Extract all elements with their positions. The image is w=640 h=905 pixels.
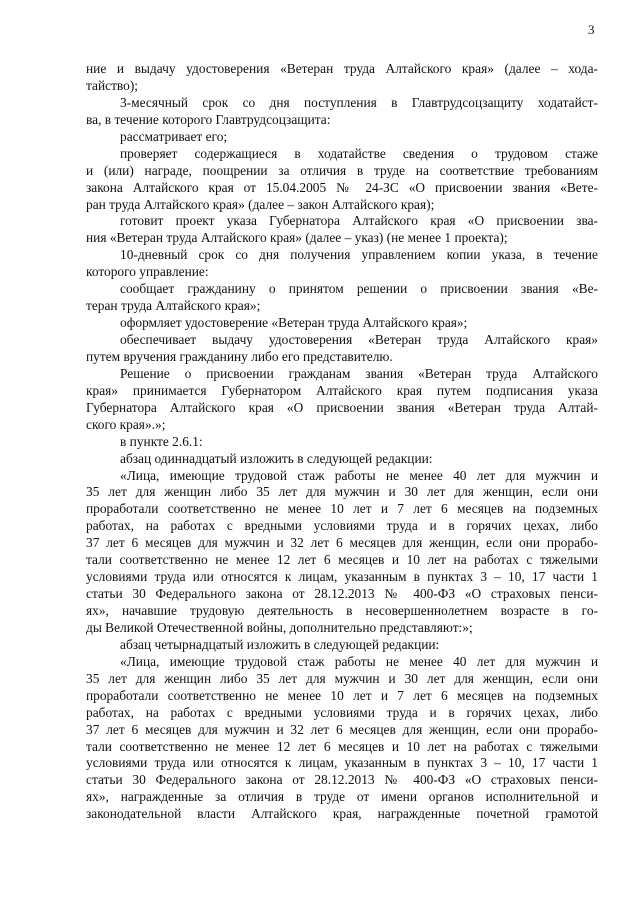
text-line: ние и выдачу удостоверения «Ветеран труда Алтайского края» (далее – хода- xyxy=(86,61,598,76)
text-line: 35 лет для женщин либо 35 лет для мужчин и 30 лет для женщин, если они xyxy=(86,670,598,686)
text-line: тайство); xyxy=(86,77,139,93)
text-line: в пункте 2.6.1: xyxy=(120,433,203,449)
text-line: путем вручения гражданину либо его представителю. xyxy=(86,348,393,364)
text-line: условиями труда или относятся к лицам, указанным в пунктах 3 – 10, 17 части 1 xyxy=(86,755,598,771)
text-line: теран труда Алтайского края»; xyxy=(86,298,261,314)
text-line: работах, на работах с вредными условиями труда и в горячих цехах, либо xyxy=(86,704,598,720)
text-line: ды Великой Отечественной войны, дополнительно представляют:»; xyxy=(86,619,473,635)
text-line: оформляет удостоверение «Ветеран труда Алтайского края»; xyxy=(120,315,468,331)
text-line: закона Алтайского края от 15.04.2005 № 24-ЗС «О присвоении звания «Вете- xyxy=(86,179,598,195)
text-line: сообщает гражданину о принятом решении о присвоении звания «Ве- xyxy=(120,281,598,297)
text-line: абзац четырнадцатый изложить в следующей редакции: xyxy=(120,636,440,652)
text-line: условиями труда или относятся к лицам, указанным в пунктах 3 – 10, 17 части 1 xyxy=(86,569,598,585)
text-line: статьи 30 Федерального закона от 28.12.2013 № 400-ФЗ «О страховых пенси- xyxy=(86,586,598,602)
text-line: края» принимается Губернатором Алтайского края путем подписания указа xyxy=(86,382,598,398)
document-body xyxy=(86,61,598,823)
text-line: 37 лет 6 месяцев для мужчин и 32 лет 6 месяцев для женщин, если они прорабо- xyxy=(86,721,598,737)
text-line: ях», начавшие трудовую деятельность в несовершеннолетнем возрасте в го- xyxy=(86,603,598,618)
text-line: тали соответственно не менее 12 лет 6 месяцев и 10 лет на работах с тяжелыми xyxy=(86,738,598,754)
text-line: ран труда Алтайского края» (далее – закон Алтайского края); xyxy=(86,196,435,212)
text-line: абзац одиннадцатый изложить в следующей редакции: xyxy=(120,450,433,466)
text-line: проработали соответственно не менее 10 лет и 7 лет 6 месяцев на подземных xyxy=(86,687,598,703)
text-line: ского края».»; xyxy=(86,416,166,432)
text-line: готовит проект указа Губернатора Алтайского края «О присвоении зва- xyxy=(120,213,598,229)
text-line: проработали соответственно не менее 10 лет и 7 лет 6 месяцев на подземных xyxy=(86,501,598,517)
text-line: рассматривает его; xyxy=(120,128,228,144)
text-line: ва, в течение которого Главтрудсоцзащита: xyxy=(86,111,331,127)
text-line: которого управление: xyxy=(86,264,209,280)
text-line: статьи 30 Федерального закона от 28.12.2013 № 400-ФЗ «О страховых пенси- xyxy=(86,772,598,788)
text-line: «Лица, имеющие трудовой стаж работы не менее 40 лет для мужчин и xyxy=(120,653,598,669)
text-line: обеспечивает выдачу удостоверения «Ветеран труда Алтайского края» xyxy=(120,332,598,347)
text-line: законодательной власти Алтайского края, награжденные почетной грамотой xyxy=(86,806,598,822)
text-line: Решение о присвоении гражданам звания «Ветеран труда Алтайского xyxy=(120,365,598,381)
text-line: «Лица, имеющие трудовой стаж работы не менее 40 лет для мужчин и xyxy=(120,467,598,483)
text-line: ях», награжденные за отличия в труде от имени органов исполнительной и xyxy=(86,789,598,805)
text-line: работах, на работах с вредными условиями труда и в горячих цехах, либо xyxy=(86,518,598,534)
text-line: 35 лет для женщин либо 35 лет для мужчин и 30 лет для женщин, если они xyxy=(86,484,598,500)
text-line: и (или) награде, поощрении за отличия в труде на соответствие требованиям xyxy=(86,162,598,178)
text-line: 3-месячный срок со дня поступления в Главтрудсоцзащиту ходатайст- xyxy=(120,94,598,110)
text-line: 10-дневный срок со дня получения управлением копии указа, в течение xyxy=(120,247,598,263)
text-line: тали соответственно не менее 12 лет 6 месяцев и 10 лет на работах с тяжелыми xyxy=(86,552,598,568)
text-line: Губернатора Алтайского края «О присвоении звания «Ветеран труда Алтай- xyxy=(86,399,598,415)
text-line: 37 лет 6 месяцев для мужчин и 32 лет 6 месяцев для женщин, если они прорабо- xyxy=(86,535,598,551)
text-line: ния «Ветеран труда Алтайского края» (далее – указ) (не менее 1 проекта); xyxy=(86,230,508,246)
page-number: 3 xyxy=(588,22,595,37)
text-line: проверяет содержащиеся в ходатайстве сведения о трудовом стаже xyxy=(120,145,598,161)
